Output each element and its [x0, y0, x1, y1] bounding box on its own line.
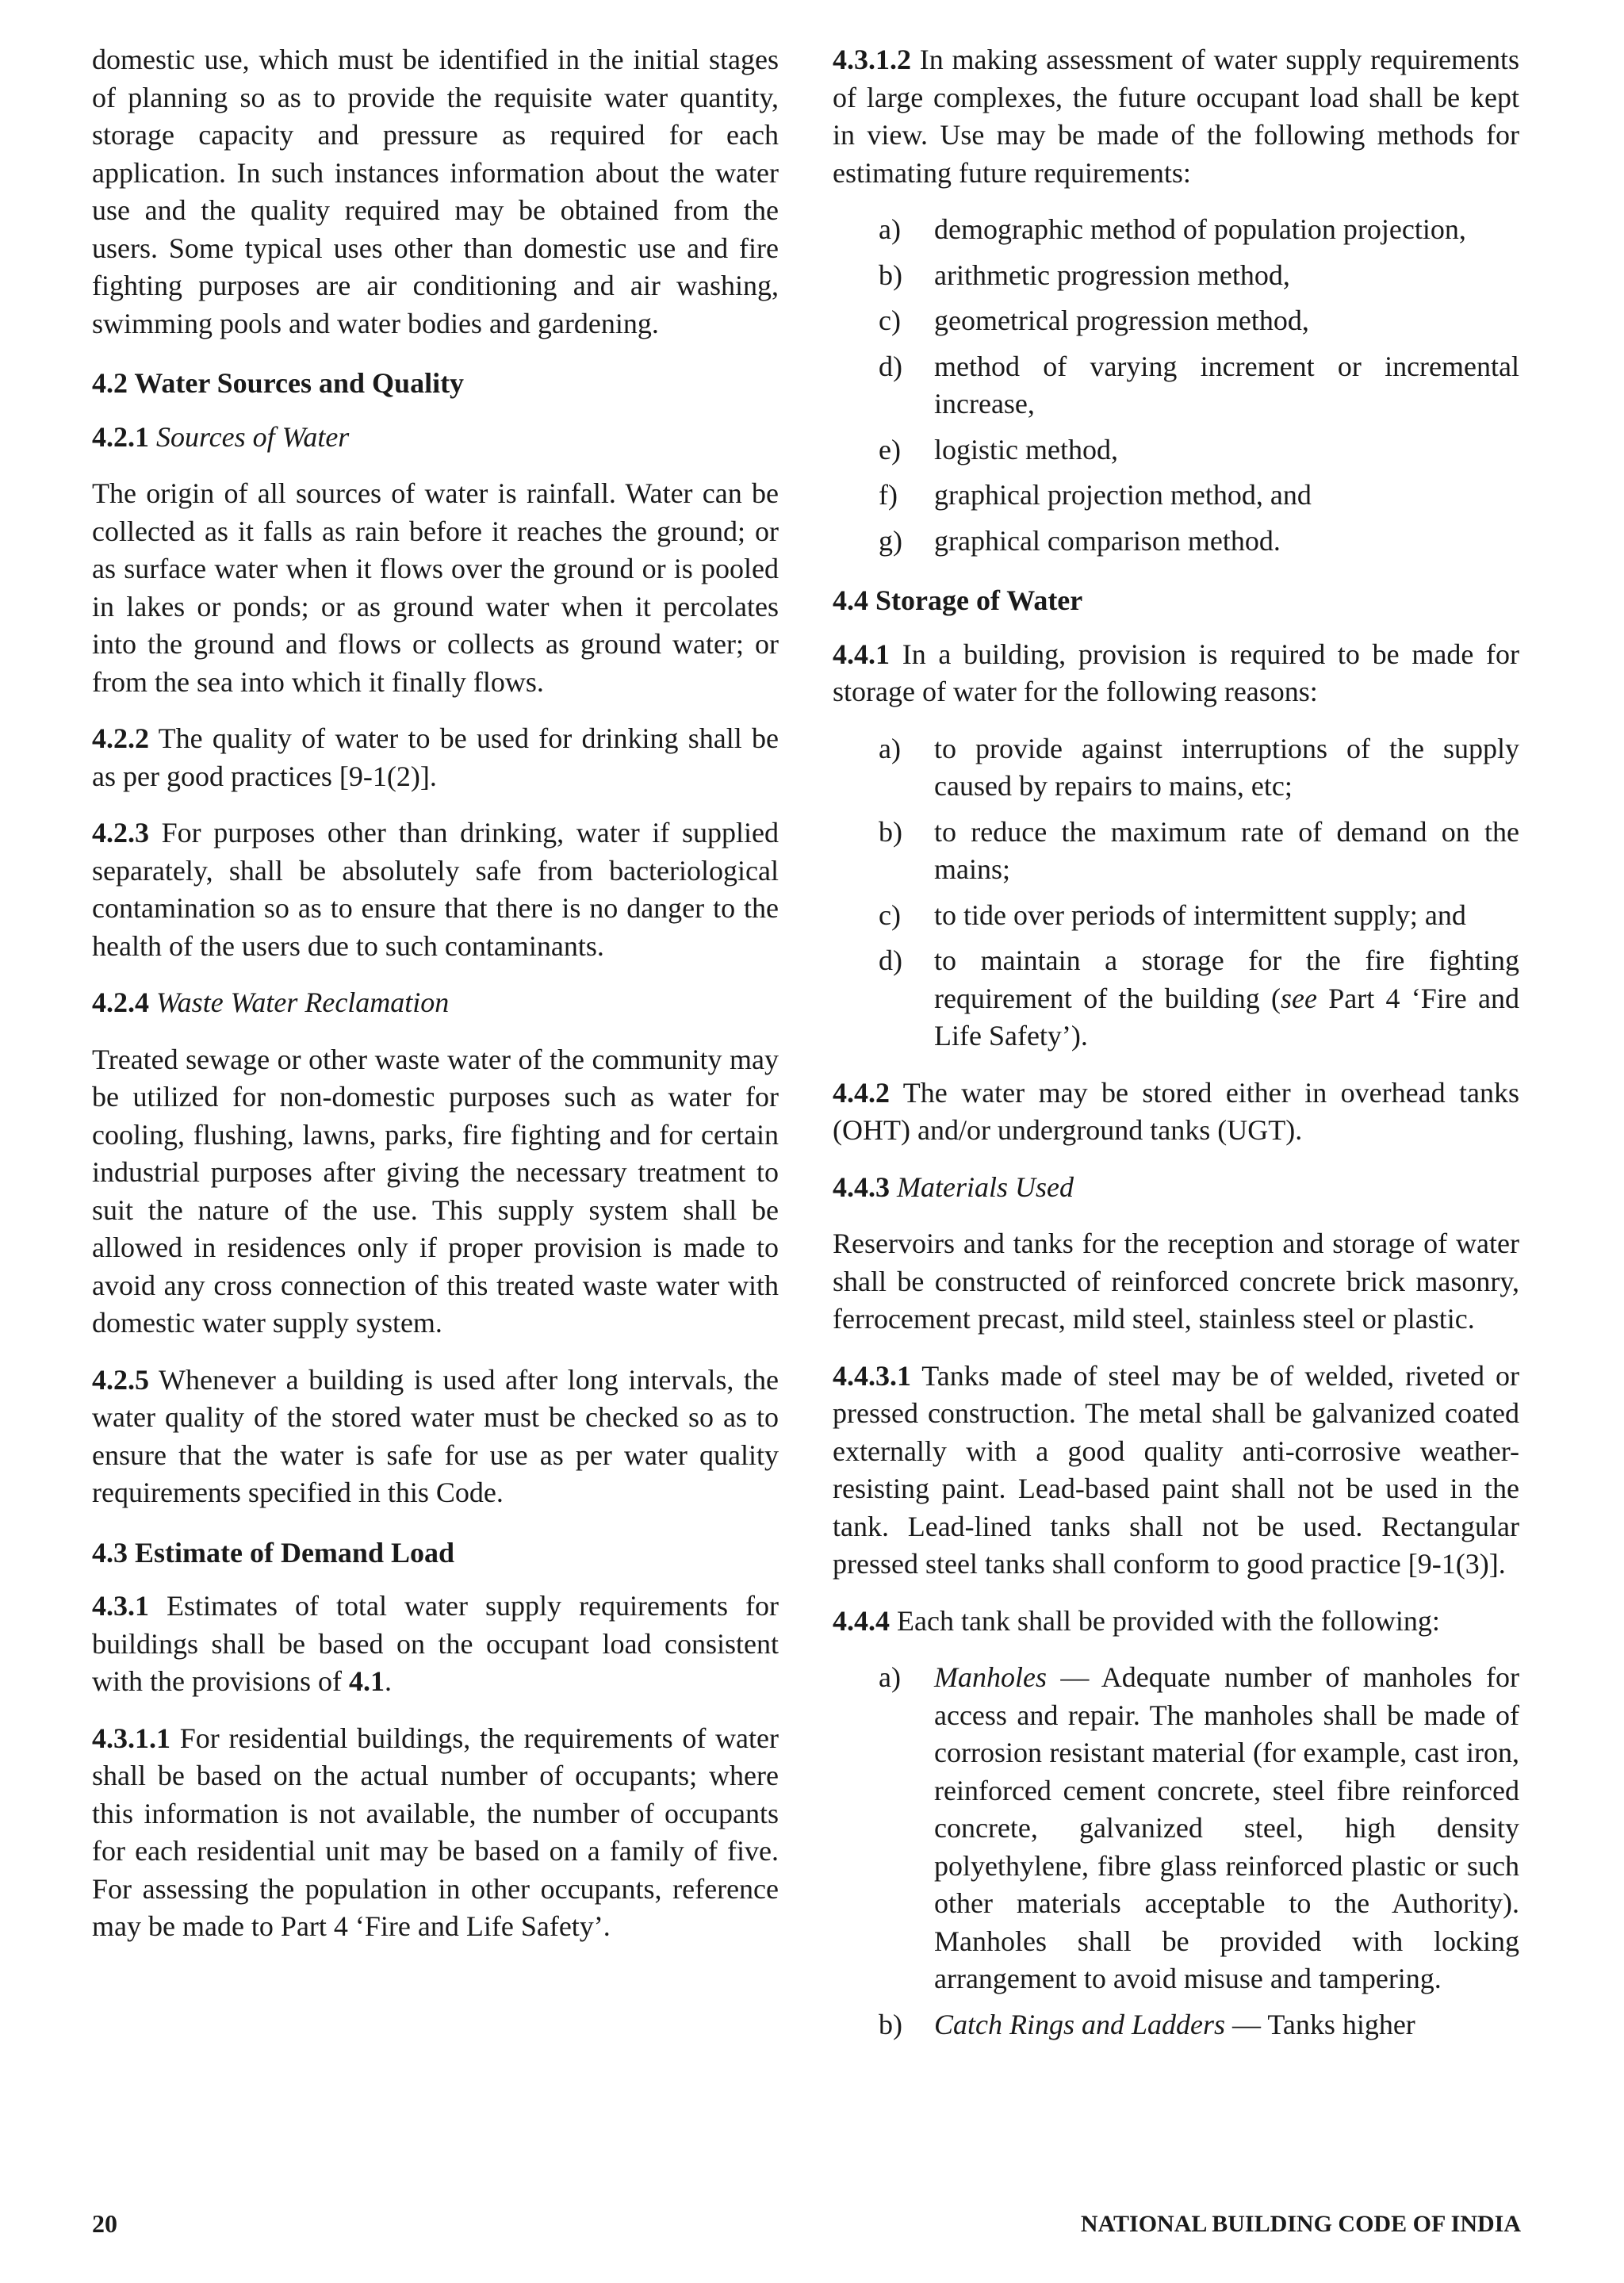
- left-column: [92, 41, 779, 1965]
- intro-paragraph: domestic use, which must be identified in the initial stages of planning so as to provide the requisite water quantity, storage capacity and pressure as required for each application. In such instances information about the water use and the quality required may be obtained from the users. Some typical uses other than domestic use and fire fighting purposes are air conditioning and air washing, swimming pools and water bodies and gardening.: [92, 44, 779, 339]
- paragraph-4-2-5: 4.2.5 Whenever a building is used after long intervals, the water quality of the stored water must be checked so as to ensure that the water is safe for use as per water quality requirements specified in this Code.: [92, 1363, 779, 1508]
- tank-provisions-list: [833, 1659, 1519, 2044]
- list-item: d) method of varying increment or incremental increase,: [879, 350, 1519, 419]
- list-item: g) graphical comparison method.: [879, 524, 1281, 557]
- paragraph-4-4-4: 4.4.4 Each tank shall be provided with the following:: [833, 1604, 1440, 1637]
- list-item: f) graphical projection method, and: [879, 479, 1312, 511]
- paragraph-4-3-1-2: 4.3.1.2 In making assessment of water supply requirements of large complexes, the future occupant load shall be kept in view. Use may be made of the following methods for estimating future requirements:: [833, 44, 1520, 189]
- paragraph-4-4-3: Reservoirs and tanks for the reception and storage of water shall be constructed of reinforced concrete brick masonry, ferrocement precast, mild steel, stainless steel or plastic.: [833, 1228, 1519, 1335]
- paragraph-4-4-2: 4.4.2 The water may be stored either in overhead tanks (OHT) and/or underground tanks (UGT).: [833, 1076, 1519, 1146]
- section-heading-4-4: 4.4 Storage of Water: [833, 584, 1083, 616]
- page-number: 20: [92, 2209, 117, 2238]
- section-heading-4-2: 4.2 Water Sources and Quality: [92, 367, 465, 399]
- subsection-title-4-2-4: 4.2.4 Waste Water Reclamation: [92, 986, 450, 1018]
- list-item: b) to reduce the maximum rate of demand on the mains;: [879, 815, 1519, 885]
- list-item: c) to tide over periods of intermittent supply; and: [879, 898, 1466, 931]
- list-item: a) demographic method of population projection,: [879, 213, 1466, 245]
- paragraph-4-2-4: Treated sewage or other waste water of the community may be utilized for non-domestic purposes such as water for cooling, flushing, lawns, parks, fire fighting and for certain industrial purposes after giving the necessary treatment to suit the nature of the use. This supply system shall be allowed in residences only if proper provision is made to avoid any cross connection of this treated waste water with domestic water supply system.: [92, 1043, 779, 1339]
- paragraph-4-4-1: 4.4.1 In a building, provision is required to be made for storage of water for the following reasons:: [833, 638, 1519, 707]
- subsection-title-4-2-1: 4.2.1 Sources of Water: [92, 420, 350, 453]
- paragraph-4-3-1: 4.3.1 Estimates of total water supply requirements for buildings shall be based on the occupant load consistent with the provisions of 4.1.: [92, 1590, 779, 1697]
- paragraph-4-2-3: 4.2.3 For purposes other than drinking, water if supplied separately, shall be absolutely safe from bacteriological contamination so as to ensure that there is no danger to the health of the users due to such contaminants.: [92, 817, 779, 962]
- right-column: [833, 41, 1519, 2063]
- list-item: d) to maintain a storage for the fire fighting requirement of the building (see Part 4 ‘Fire and Life Safety’).: [879, 944, 1519, 1051]
- paragraph-4-2-2: 4.2.2 The quality of water to be used for drinking shall be as per good practices [9-1(2)].: [92, 722, 779, 792]
- list-item: a) Manholes — Adequate number of manholes for access and repair. The manholes shall be made of corrosion resistant material (for example, cast iron, reinforced cement concrete, steel fibre reinforced concrete, galvanized steel, high density polyethylene, fibre glass reinforced plastic or such other materials acceptable to the Authority). Manholes shall be provided with locking arrangement to avoid misuse and tampering.: [879, 1661, 1519, 1994]
- list-item: b) Catch Rings and Ladders — Tanks higher: [879, 2008, 1415, 2040]
- list-item: c) geometrical progression method,: [879, 305, 1309, 336]
- storage-reasons-list: [833, 730, 1519, 1055]
- paragraph-4-2-1: The origin of all sources of water is rainfall. Water can be collected as it falls as rain before it reaches the ground; or as surface water when it flows over the ground or is pooled in lakes or ponds; or as ground water when it percolates into the ground and flows or collects as ground water; or from the sea into which it finally flows.: [92, 477, 779, 698]
- section-heading-4-3: 4.3 Estimate of Demand Load: [92, 1536, 454, 1569]
- list-item: e) logistic method,: [879, 433, 1118, 465]
- list-item: b) arithmetic progression method,: [879, 259, 1290, 291]
- running-title: NATIONAL BUILDING CODE OF INDIA: [1080, 2211, 1521, 2237]
- estimation-methods-list: [833, 211, 1519, 560]
- list-item: a) to provide against interruptions of the supply caused by repairs to mains, etc;: [879, 732, 1519, 802]
- paragraph-4-3-1-1: 4.3.1.1 For residential buildings, the requirements of water shall be based on the actual number of occupants; where this information is not available, the number of occupants for each residential unit may be based on a family of five. For assessing the population in other occupants, reference may be made to Part 4 ‘Fire and Life Safety’.: [92, 1722, 779, 1942]
- subsection-title-4-4-3: 4.4.3 Materials Used: [833, 1170, 1074, 1203]
- paragraph-4-4-3-1: 4.4.3.1 Tanks made of steel may be of welded, riveted or pressed construction. The metal shall be galvanized coated externally with a good quality anti-corrosive weather-resisting paint. Lead-based paint shall not be used in the tank. Lead-lined tanks shall not be used. Rectangular pressed steel tanks shall conform to good practice [9-1(3)].: [833, 1359, 1519, 1580]
